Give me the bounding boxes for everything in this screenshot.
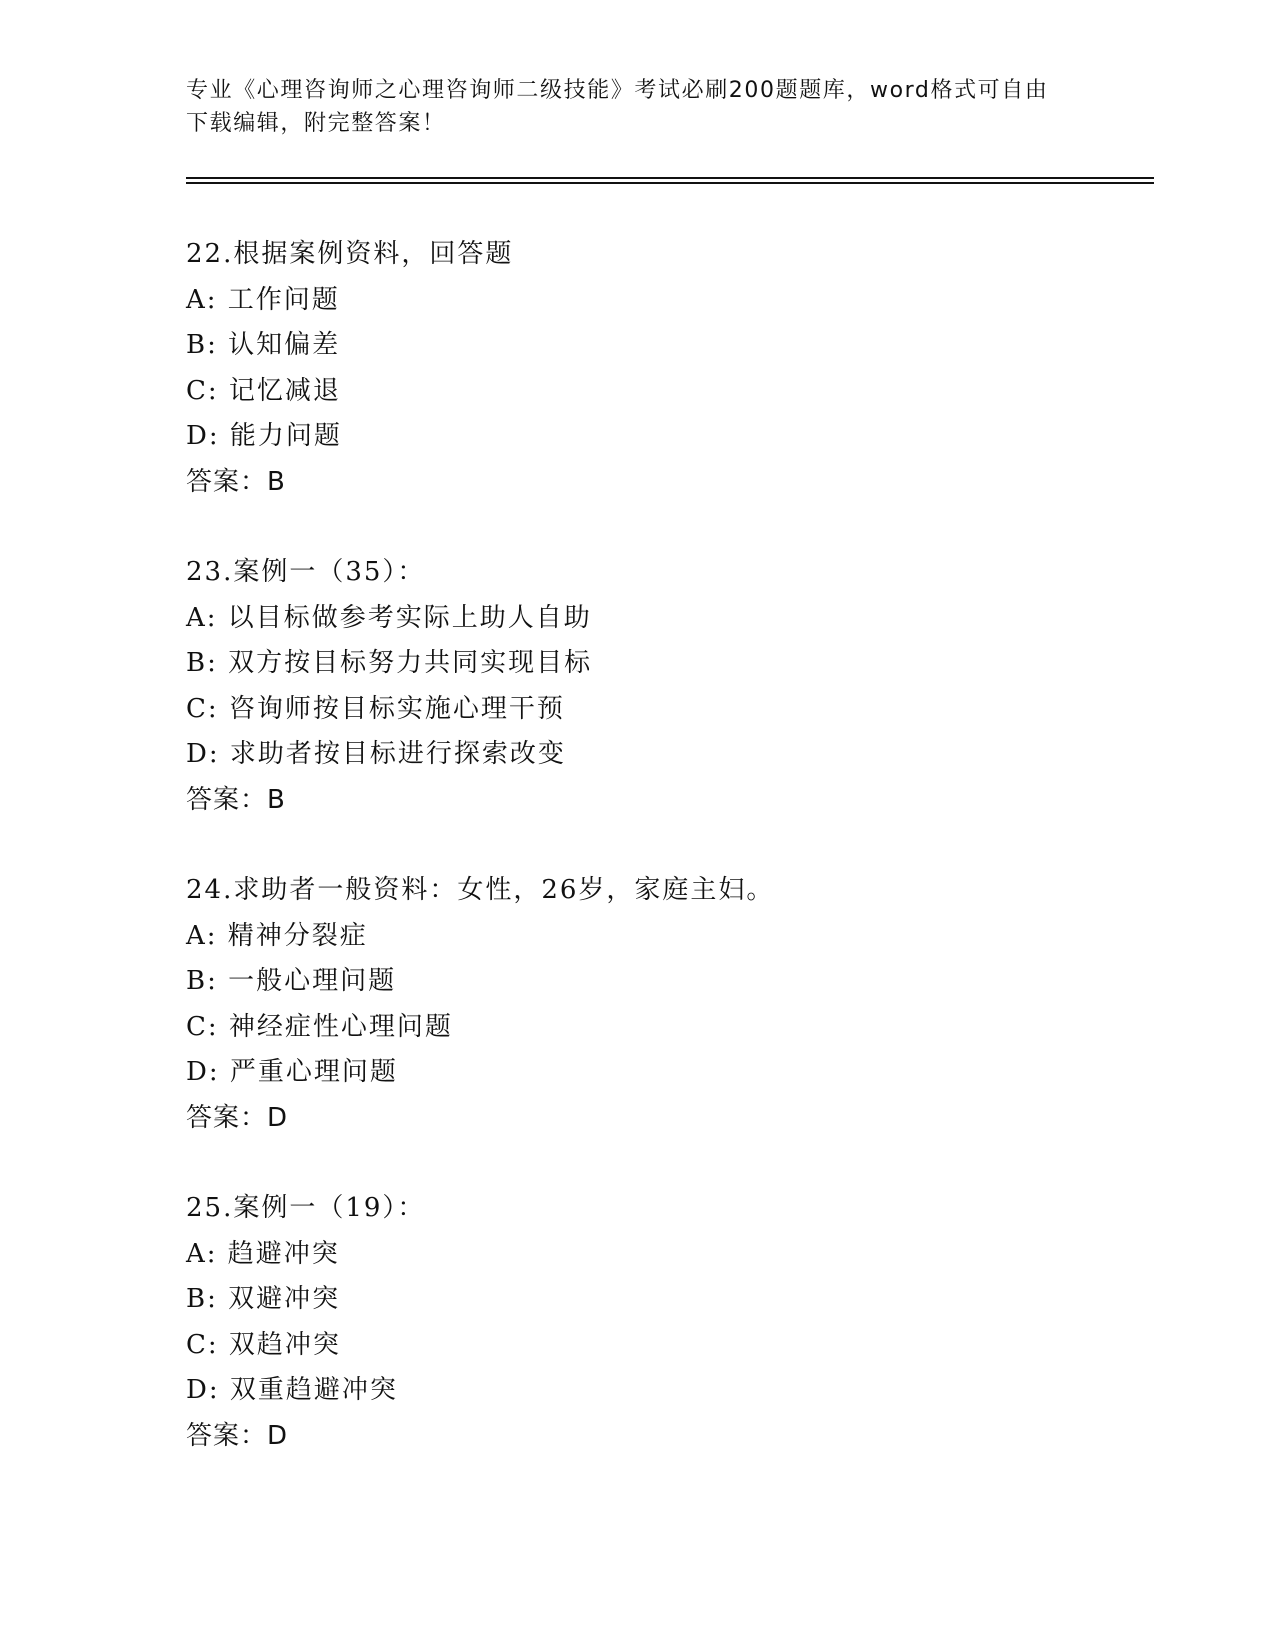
answer: 答案：D <box>186 1102 289 1133</box>
answer: 答案：B <box>186 466 286 497</box>
option-a: A: 以目标做参考实际上助人自助 <box>186 602 592 633</box>
question-stem: 25.案例一（19）： <box>186 1193 426 1223</box>
option-d: D: 双重趋避冲突 <box>186 1375 398 1405</box>
option-c: C: 神经症性心理问题 <box>186 1011 453 1042</box>
question-23 <box>186 550 1146 868</box>
option-a: A: 趋避冲突 <box>186 1238 340 1269</box>
answer: 答案：D <box>186 1420 289 1451</box>
question-stem: 22.根据案例资料，回答题 <box>186 239 514 269</box>
option-d: D: 求助者按目标进行探索改变 <box>186 739 566 769</box>
document-intro: 专业《心理咨询师之心理咨询师二级技能》考试必刷200题题库，word格式可自由下载编辑，附完整答案！ <box>186 78 1049 136</box>
option-b: B: 双方按目标努力共同实现目标 <box>186 648 593 678</box>
question-25 <box>186 1186 1146 1504</box>
option-b: B: 一般心理问题 <box>186 966 397 996</box>
question-stem: 23.案例一（35）： <box>186 557 426 587</box>
question-24 <box>186 868 1146 1186</box>
option-b: B: 双避冲突 <box>186 1284 341 1314</box>
option-c: C: 记忆减退 <box>186 375 341 406</box>
question-22 <box>186 232 1146 550</box>
option-c: C: 双趋冲突 <box>186 1329 341 1360</box>
option-a: A: 工作问题 <box>186 284 340 315</box>
header-rule-bottom <box>186 182 1154 184</box>
answer: 答案：B <box>186 784 286 815</box>
option-b: B: 认知偏差 <box>186 330 341 360</box>
option-c: C: 咨询师按目标实施心理干预 <box>186 693 565 724</box>
header-rule-top <box>186 177 1154 179</box>
question-list <box>186 232 1146 1504</box>
option-a: A: 精神分裂症 <box>186 920 368 951</box>
question-stem: 24.求助者一般资料：女性，26岁，家庭主妇。 <box>186 875 775 905</box>
option-d: D: 严重心理问题 <box>186 1057 398 1087</box>
option-d: D: 能力问题 <box>186 421 342 451</box>
